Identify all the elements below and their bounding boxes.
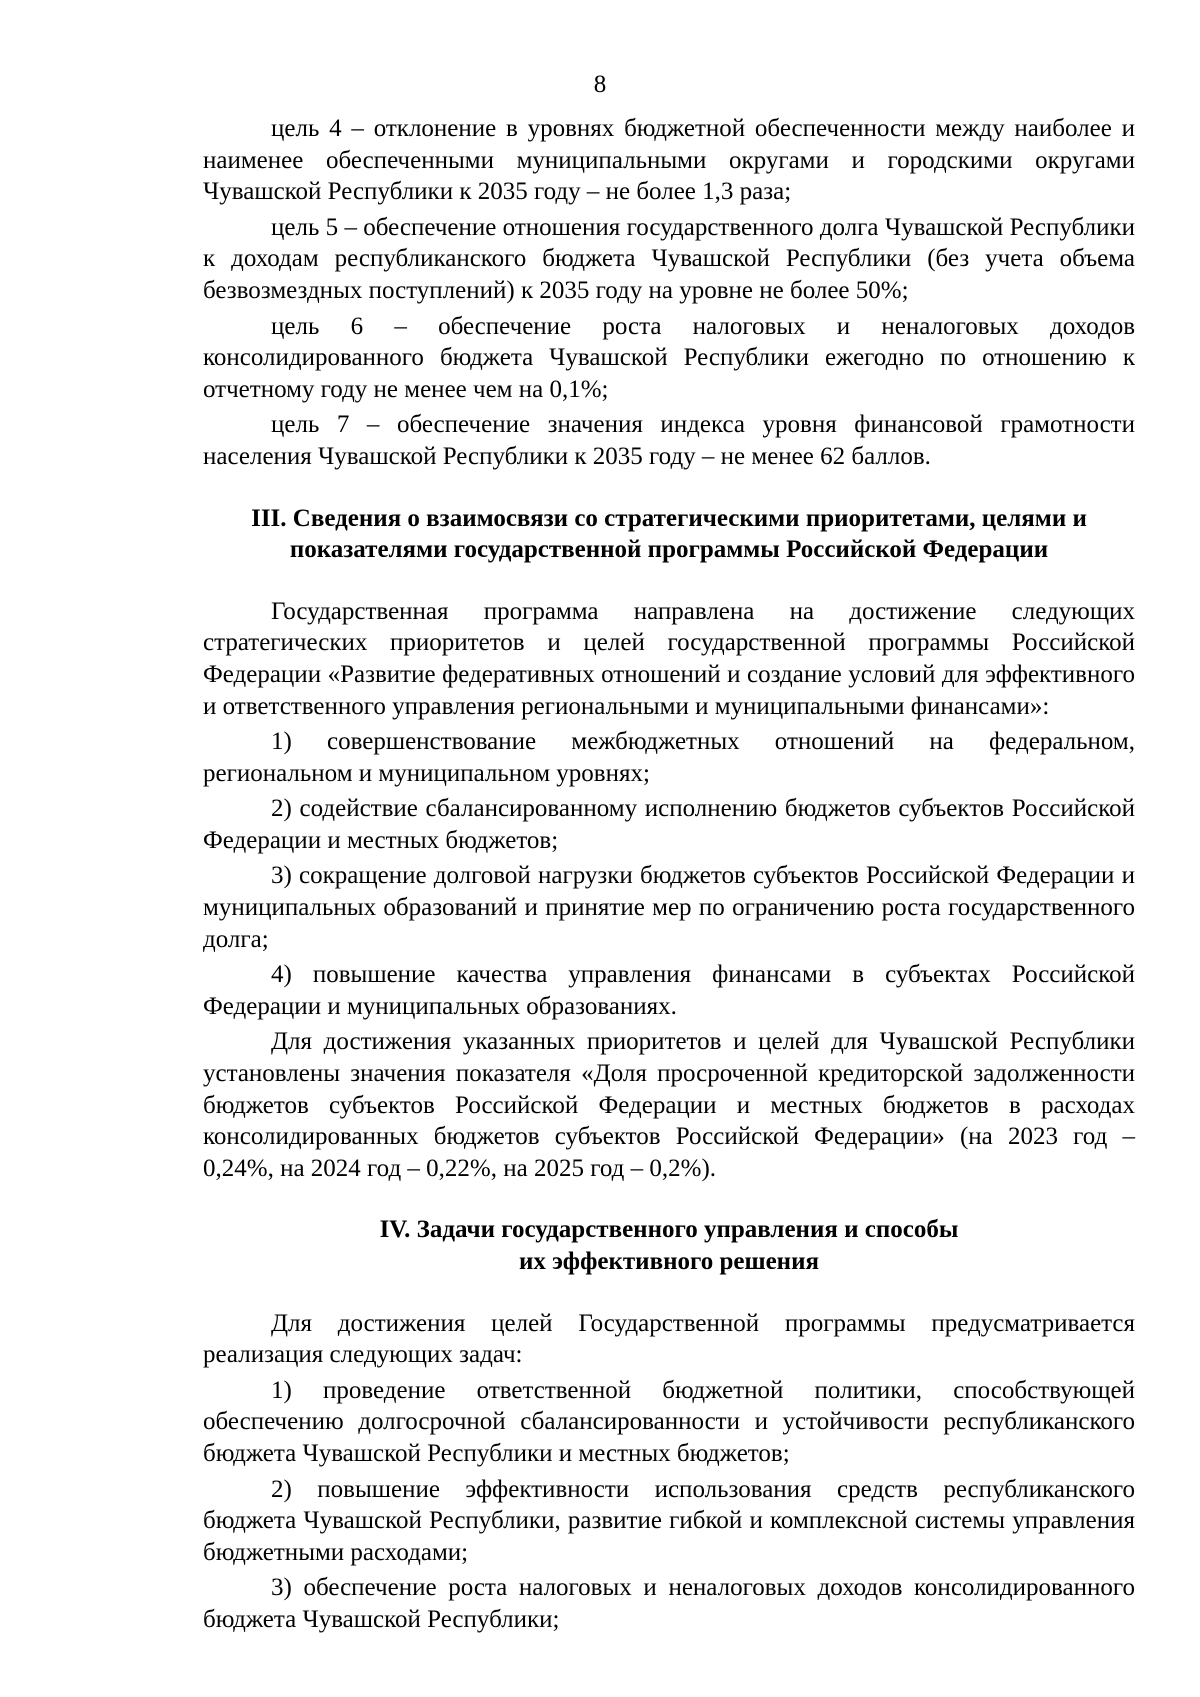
section-4-heading-line-1: IV. Задачи государственного управления и способы <box>379 1216 959 1244</box>
section-3-intro: Государственная программа направлена на достижение следующих стратегических приоритетов и целей государственной программы Российской Федерации «Развитие федеративных отношений и создание условий для эффективного и ответственного управления региональными и муниципальными финансами»: <box>203 597 1135 720</box>
section-3-item-3: 3) сокращение долговой нагрузки бюджетов субъектов Российской Федерации и муниципальных образований и принятие мер по ограничению роста государственного долга; <box>203 862 1135 953</box>
section-3-heading-line-2: показателями государственной программы Российской Федерации <box>289 536 1049 564</box>
section-3-item-2: 2) содействие сбалансированному исполнению бюджетов субъектов Российской Федерации и местных бюджетов; <box>203 795 1135 854</box>
page-number: 8 <box>593 71 607 98</box>
section-4-heading-line-2: их эффективного решения <box>518 1248 819 1275</box>
goal-paragraph-4: цель 4 – отклонение в уровнях бюджетной обеспеченности между наиболее и наименее обеспеченными муниципальными округами и городскими округами Чувашской Республики к 2035 году – не более 1,3 раза; <box>203 115 1135 206</box>
section-4-item-1: 1) проведение ответственной бюджетной политики, способствующей обеспечению долгосрочной сбалансированности и устойчивости республиканского бюджета Чувашской Республики и местных бюджетов; <box>203 1376 1135 1467</box>
goal-paragraph-6: цель 6 – обеспечение роста налоговых и неналоговых доходов консолидированного бюджета Чувашской Республики ежегодно по отношению к отчетному году не менее чем на 0,1%; <box>203 312 1135 403</box>
section-4-heading <box>203 1214 1135 1277</box>
goal-paragraph-7: цель 7 – обеспечение значения индекса уровня финансовой грамотности населения Чувашской Республики к 2035 году – не менее 62 баллов. <box>203 411 1135 470</box>
page-content <box>203 113 1135 1636</box>
section-3-heading-line-1: III. Сведения о взаимосвязи со стратегическими приоритетами, целями и <box>251 504 1087 532</box>
section-4-item-2: 2) повышение эффективности использования средств республиканского бюджета Чувашской Республики, развитие гибкой и комплексной системы управления бюджетными расходами; <box>203 1475 1135 1566</box>
section-4-intro: Для достижения целей Государственной программы предусматривается реализация следующих задач: <box>203 1309 1135 1369</box>
section-4-item-3: 3) обеспечение роста налоговых и неналоговых доходов консолидированного бюджета Чувашской Республики; <box>203 1574 1135 1633</box>
section-3-heading <box>203 503 1135 566</box>
section-3-item-4: 4) повышение качества управления финансами в субъектах Российской Федерации и муниципальных образованиях. <box>203 961 1135 1020</box>
goal-paragraph-5: цель 5 – обеспечение отношения государственного долга Чувашской Республики к доходам республиканского бюджета Чувашской Республики (без учета объема безвозмездных поступлений) к 2035 году на уровне не более 50%; <box>203 213 1135 304</box>
section-3-closing: Для достижения указанных приоритетов и целей для Чувашской Республики установлены значения показателя «Доля просроченной кредиторской задолженности бюджетов субъектов Российской Федерации и местных бюджетов в расходах консолидированных бюджетов субъектов Российской Федерации» (на 2023 год – 0,24%, на 2024 год – 0,22%, на 2025 год – 0,2%). <box>203 1028 1135 1182</box>
section-3-item-1: 1) совершенствование межбюджетных отношений на федеральном, региональном и муниципальном уровнях; <box>203 728 1135 787</box>
